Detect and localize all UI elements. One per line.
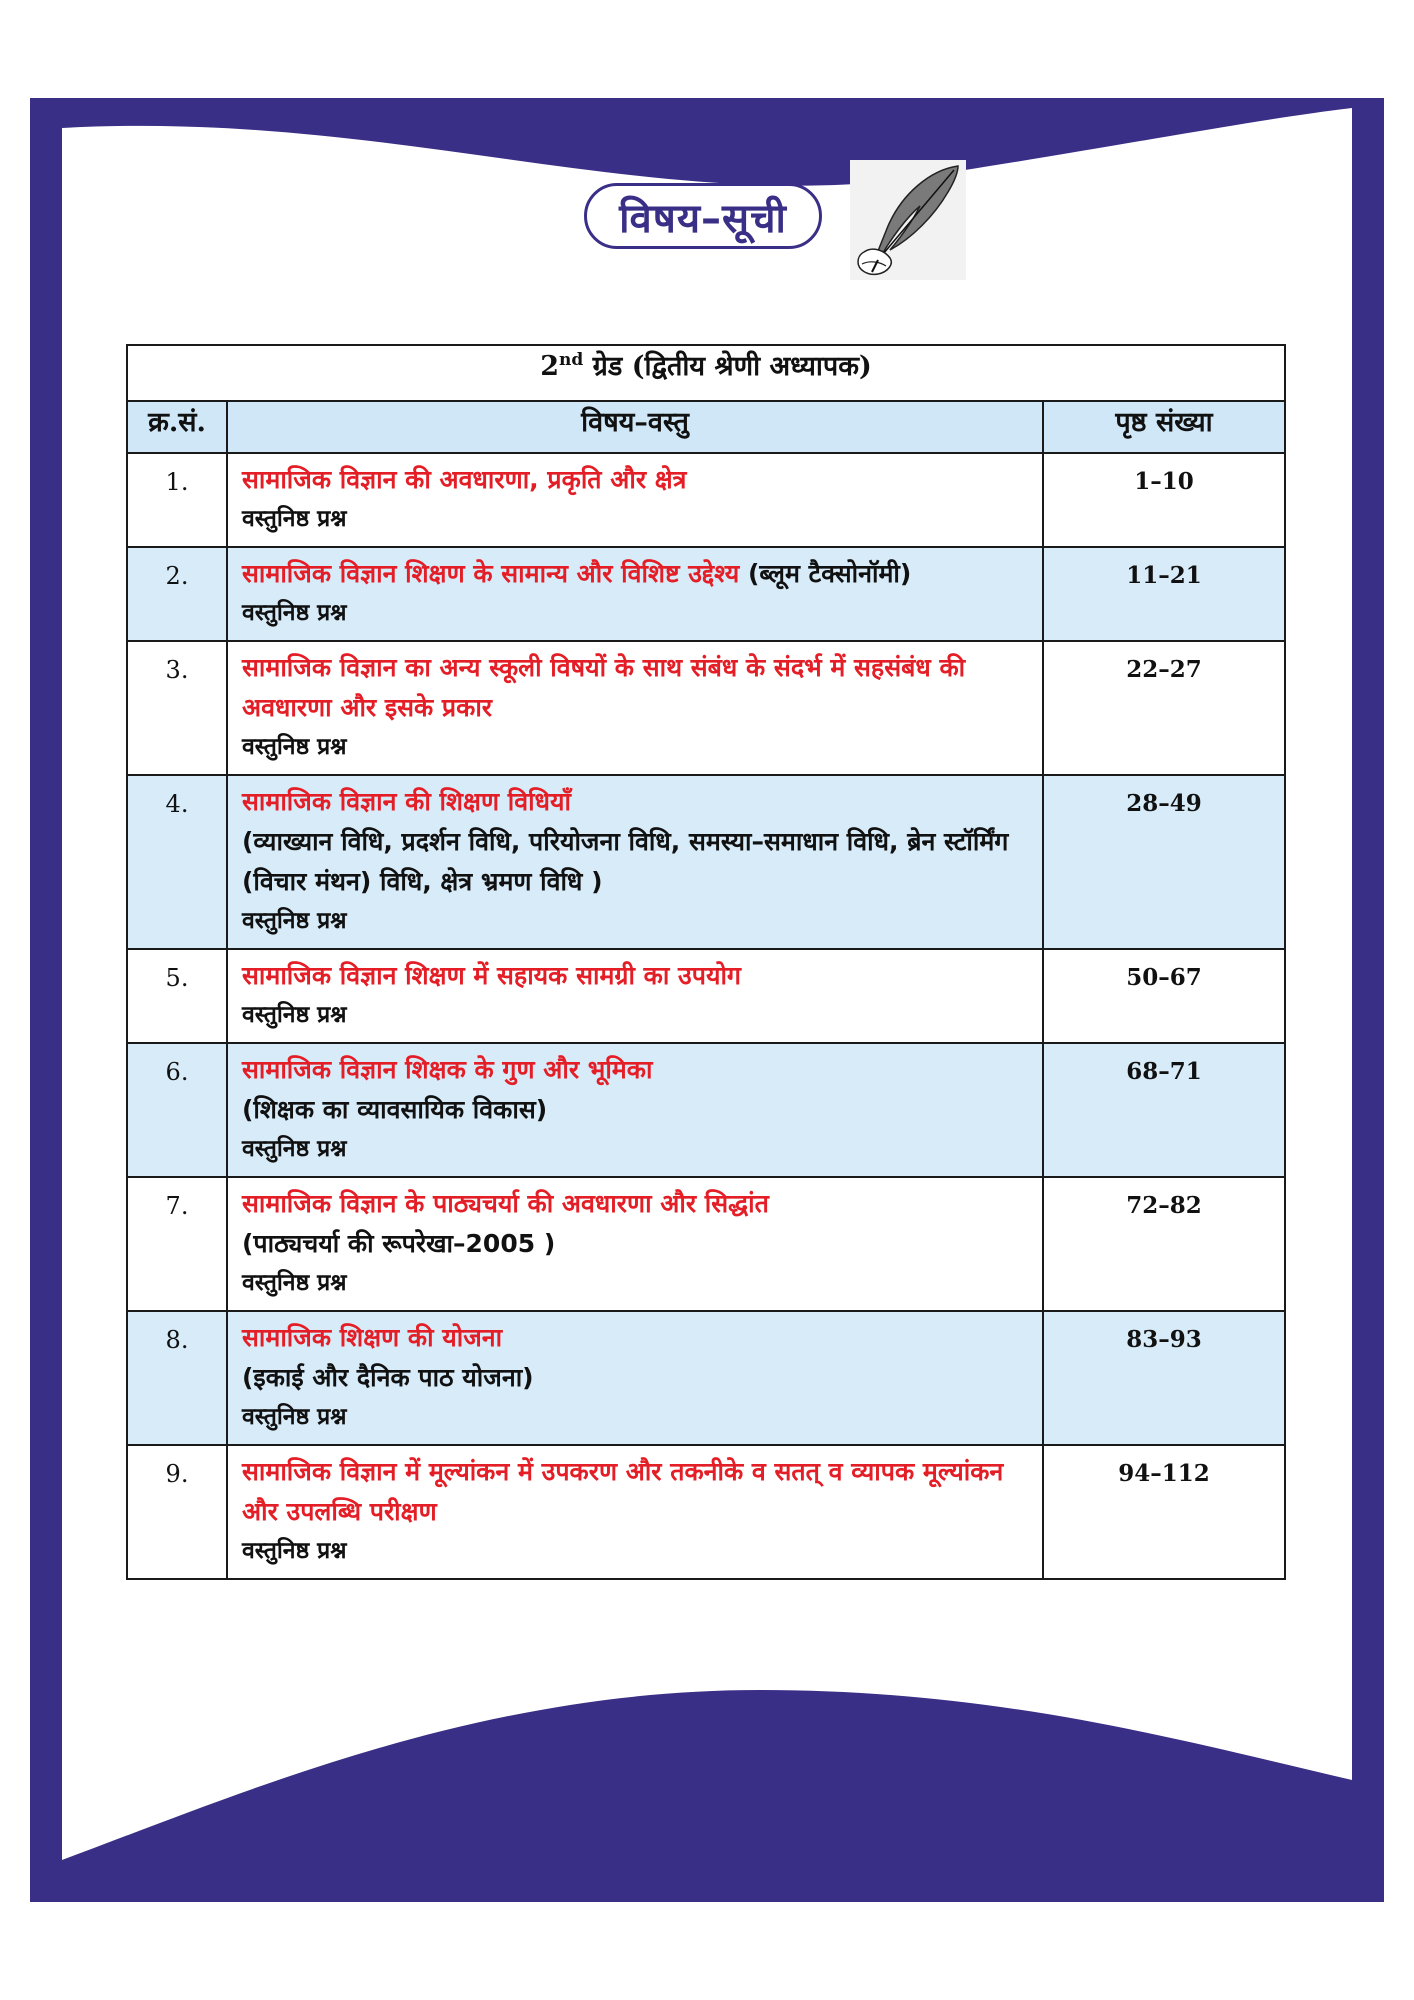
- col-topic-header: विषय–वस्तु: [227, 401, 1043, 453]
- row-pages: 68–71: [1043, 1043, 1285, 1177]
- row-topic: [227, 1311, 1043, 1445]
- topic-subtitle: (शिक्षक का व्यावसायिक विकास): [242, 1095, 548, 1124]
- row-topic: [227, 641, 1043, 775]
- table-row: [127, 1043, 1285, 1177]
- table-row: [127, 453, 1285, 547]
- objective-questions-label: वस्तुनिष्ठ प्रश्न: [242, 1538, 347, 1564]
- row-number: 1.: [127, 453, 227, 547]
- table-row: [127, 775, 1285, 949]
- row-number: 7.: [127, 1177, 227, 1311]
- row-pages: 11–21: [1043, 547, 1285, 641]
- objective-questions-label: वस्तुनिष्ठ प्रश्न: [242, 1002, 347, 1028]
- topic-subtitle: (पाठ्यचर्या की रूपरेखा–2005 ): [242, 1229, 556, 1258]
- row-pages: 22–27: [1043, 641, 1285, 775]
- objective-questions-label: वस्तुनिष्ठ प्रश्न: [242, 1270, 347, 1296]
- row-topic: [227, 949, 1043, 1043]
- topic-title: सामाजिक विज्ञान के पाठ्यचर्या की अवधारणा और सिद्धांत: [242, 1189, 769, 1218]
- objective-questions-label: वस्तुनिष्ठ प्रश्न: [242, 908, 347, 934]
- topic-subtitle: (व्याख्यान विधि, प्रदर्शन विधि, परियोजना विधि, समस्या–समाधान विधि, ब्रेन स्टॉर्मिंग (विचार मंथन) विधि, क्षेत्र भ्रमण विधि ): [242, 827, 1009, 896]
- table-row: [127, 641, 1285, 775]
- toc-table: [126, 344, 1286, 1580]
- row-number: 4.: [127, 775, 227, 949]
- row-topic: [227, 547, 1043, 641]
- row-pages: 72–82: [1043, 1177, 1285, 1311]
- topic-title: सामाजिक शिक्षण की योजना: [242, 1323, 503, 1352]
- row-number: 3.: [127, 641, 227, 775]
- page-title: विषय–सूची: [619, 195, 787, 242]
- col-serial-header: क्र.सं.: [127, 401, 227, 453]
- row-number: 9.: [127, 1445, 227, 1579]
- objective-questions-label: वस्तुनिष्ठ प्रश्न: [242, 506, 347, 532]
- row-topic: [227, 453, 1043, 547]
- row-pages: 1–10: [1043, 453, 1285, 547]
- table-row: [127, 949, 1285, 1043]
- topic-title: सामाजिक विज्ञान का अन्य स्कूली विषयों के साथ संबंध के संदर्भ में सहसंबंध की अवधारणा और इसके प्रकार: [242, 653, 966, 722]
- objective-questions-label: वस्तुनिष्ठ प्रश्न: [242, 1136, 347, 1162]
- topic-title: सामाजिक विज्ञान शिक्षण के सामान्य और विशिष्ट उद्देश्य (ब्लूम टैक्सोनॉमी): [242, 559, 912, 588]
- row-pages: 83–93: [1043, 1311, 1285, 1445]
- page-title-badge: [584, 183, 828, 257]
- grade-heading: 2nd ग्रेड (द्वितीय श्रेणी अध्यापक): [127, 345, 1285, 401]
- row-topic: [227, 1177, 1043, 1311]
- row-number: 6.: [127, 1043, 227, 1177]
- topic-title: सामाजिक विज्ञान में मूल्यांकन में उपकरण और तकनीके व सतत् व व्यापक मूल्यांकन और उपलब्धि परीक्षण: [242, 1457, 1004, 1526]
- row-topic: [227, 1043, 1043, 1177]
- objective-questions-label: वस्तुनिष्ठ प्रश्न: [242, 1404, 347, 1430]
- objective-questions-label: वस्तुनिष्ठ प्रश्न: [242, 600, 347, 626]
- row-topic: [227, 1445, 1043, 1579]
- table-row: [127, 1445, 1285, 1579]
- row-pages: 50–67: [1043, 949, 1285, 1043]
- row-number: 8.: [127, 1311, 227, 1445]
- topic-title: सामाजिक विज्ञान शिक्षक के गुण और भूमिका: [242, 1055, 653, 1084]
- row-topic: [227, 775, 1043, 949]
- table-row: [127, 547, 1285, 641]
- row-pages: 28–49: [1043, 775, 1285, 949]
- topic-title: सामाजिक विज्ञान की अवधारणा, प्रकृति और क्षेत्र: [242, 465, 687, 494]
- row-pages: 94–112: [1043, 1445, 1285, 1579]
- objective-questions-label: वस्तुनिष्ठ प्रश्न: [242, 734, 347, 760]
- table-row: [127, 1311, 1285, 1445]
- quill-pen-icon: [850, 160, 966, 280]
- table-row: [127, 1177, 1285, 1311]
- col-pages-header: पृष्ठ संख्या: [1043, 401, 1285, 453]
- topic-subtitle: (इकाई और दैनिक पाठ योजना): [242, 1363, 534, 1392]
- row-number: 2.: [127, 547, 227, 641]
- row-number: 5.: [127, 949, 227, 1043]
- topic-title: सामाजिक विज्ञान शिक्षण में सहायक सामग्री का उपयोग: [242, 961, 742, 990]
- topic-title: सामाजिक विज्ञान की शिक्षण विधियाँ: [242, 787, 571, 816]
